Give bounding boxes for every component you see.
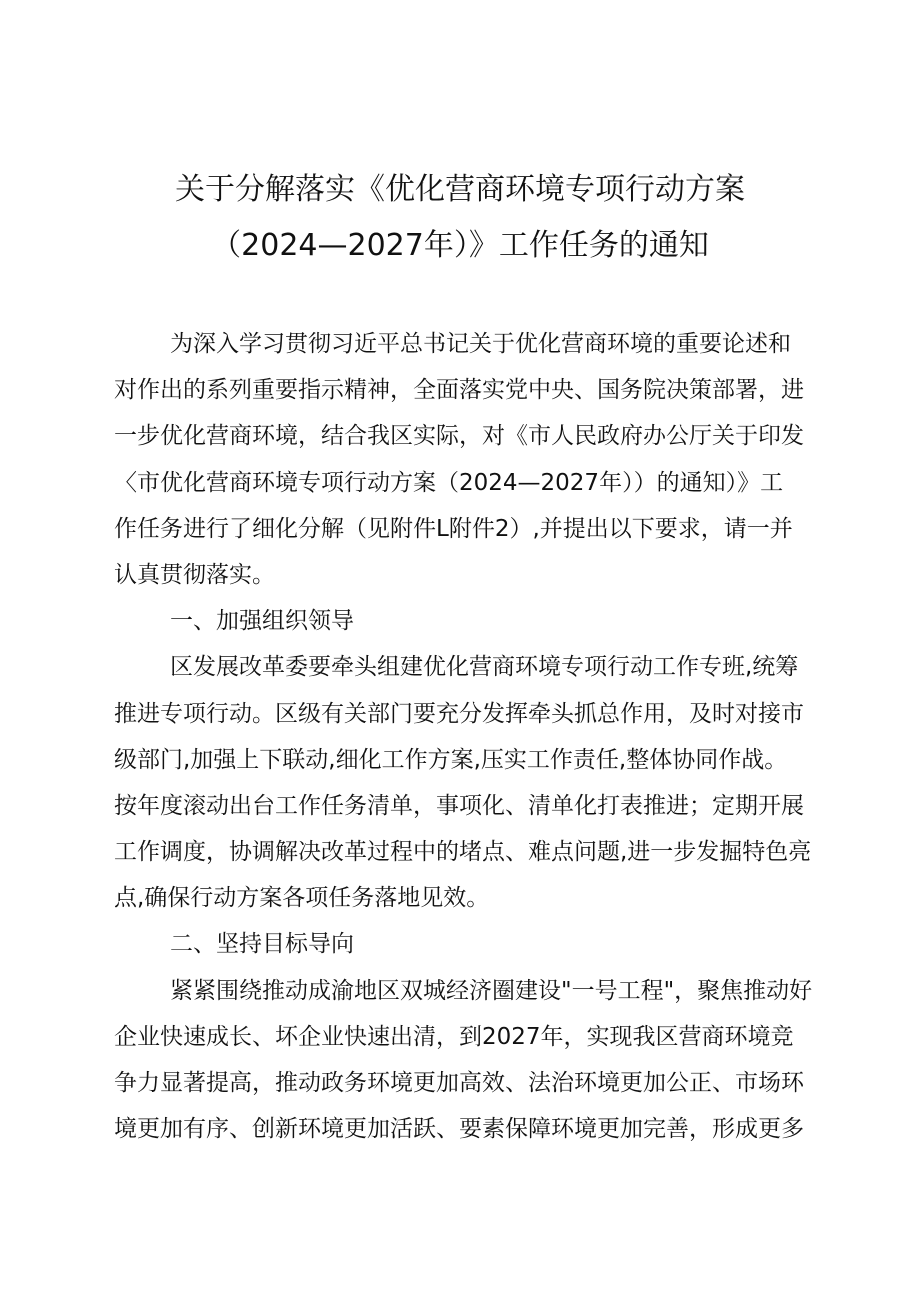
section-heading-2: 二、坚持目标导向 — [170, 931, 354, 958]
body-line: 按年度滚动出台工作任务清单，事项化、清单化打表推进；定期开展 — [114, 792, 804, 819]
body-line: 争力显著提高，推动政务环境更加高效、法治环境更加公正、市场环 — [114, 1070, 804, 1096]
body-line: 〈市优化营商环境专项行动方案（2024—2027年））的通知）》工 — [114, 469, 784, 496]
body-line: 企业快速成长、坏企业快速出清，到2027年，实现我区营商环境竞 — [114, 1023, 794, 1050]
body-line: 认真贯彻落实。 — [114, 561, 275, 588]
document-title-line-2: （2024—2027年）》工作任务的通知 — [211, 228, 709, 263]
body-line: 境更加有序、创新环境更加活跃、要素保障环境更加完善，形成更多 — [114, 1116, 804, 1143]
body-line: 级部门,加强上下联动,细化工作方案,压实工作责任,整体协同作战。 — [114, 746, 788, 773]
body-line: 对作出的系列重要指示精神，全面落实党中央、国务院决策部署，进 — [114, 377, 804, 404]
body-line: 为深入学习贯彻习近平总书记关于优化营商环境的重要论述和 — [170, 331, 791, 357]
body-line: 作任务进行了细化分解（见附件L附件2）,并提出以下要求，请一并 — [114, 515, 793, 542]
body-line: 工作调度，协调解决改革过程中的堵点、难点问题,进一步发掘特色亮 — [114, 839, 812, 866]
section-heading-1: 一、加强组织领导 — [170, 608, 354, 635]
document-title-line-1: 关于分解落实《优化营商环境专项行动方案 — [175, 172, 745, 207]
body-line: 一步优化营商环境，结合我区实际，对《市人民政府办公厅关于印发 — [114, 423, 804, 450]
document-body — [114, 321, 814, 1152]
body-line: 紧紧围绕推动成渝地区双城经济圈建设"一号工程"，聚焦推动好 — [170, 977, 813, 1004]
body-line: 区发展改革委要牵头组建优化营商环境专项行动工作专班,统筹 — [170, 654, 799, 681]
body-line: 推进专项行动。区级有关部门要充分发挥牵头抓总作用，及时对接市 — [114, 700, 804, 727]
body-line: 点,确保行动方案各项任务落地见效。 — [114, 885, 490, 912]
